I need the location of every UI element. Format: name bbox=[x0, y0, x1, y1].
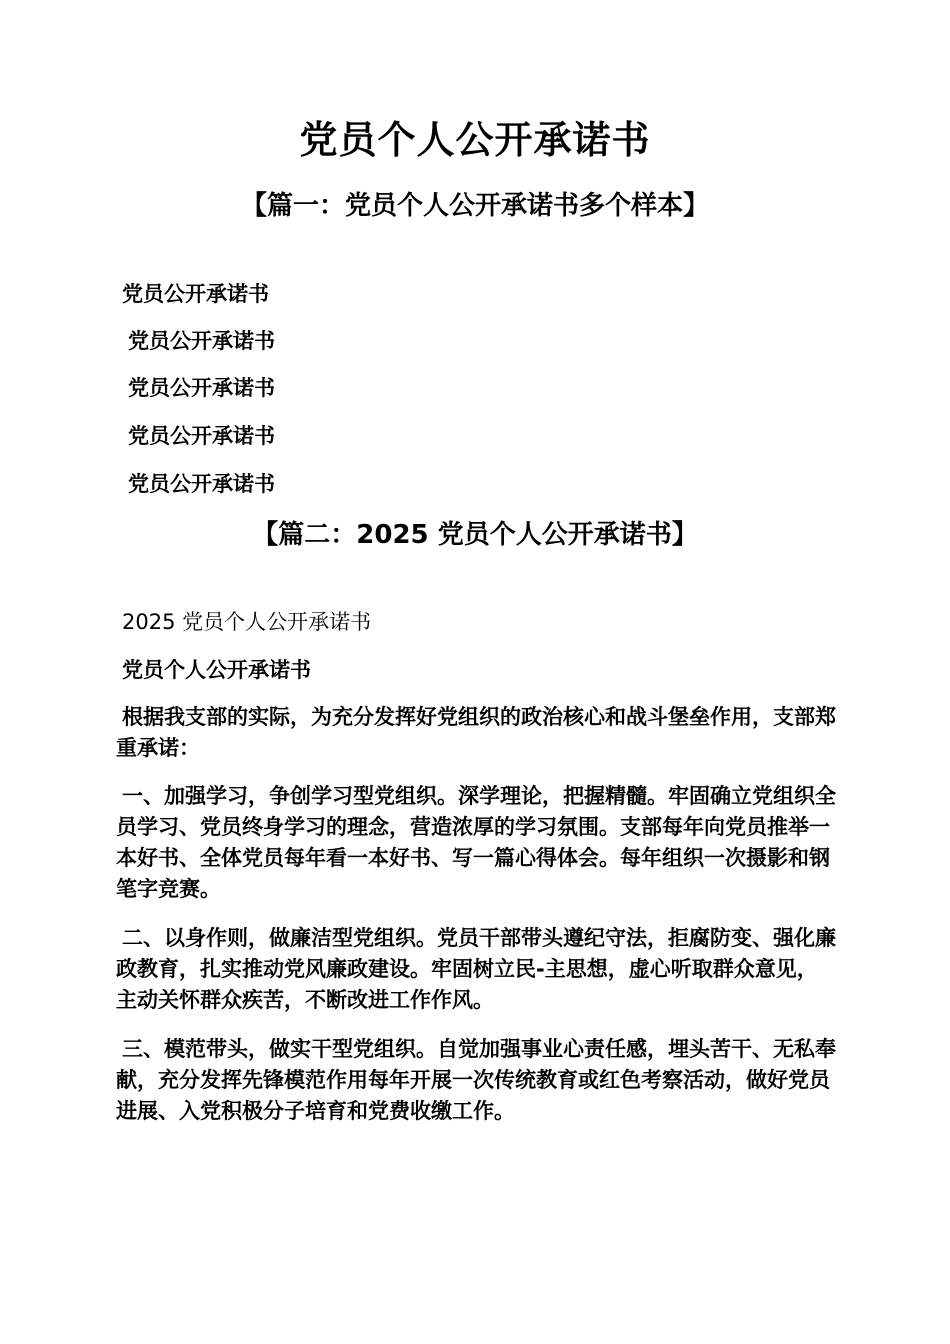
section-1-item-3: 党员公开承诺书 bbox=[128, 376, 275, 400]
section-1-item-2: 党员公开承诺书 bbox=[128, 329, 275, 353]
section-1-item-4: 党员公开承诺书 bbox=[128, 424, 275, 448]
section-1-heading: 【篇一：党员个人公开承诺书多个样本】 bbox=[240, 191, 709, 221]
section-1-item-1: 党员公开承诺书 bbox=[122, 282, 269, 306]
section-2-intro: 根据我支部的实际，为充分发挥好党组织的政治核心和战斗堡垒作用，支部郑重承诺： bbox=[116, 705, 836, 760]
section-2-paragraph-3: 三、模范带头，做实干型党组织。自觉加强事业心责任感，埋头苦干、无私奉献，充分发挥先锋模范作用每年开展一次传统教育或红色考察活动，做好党员进展、入党积极分子培育和党费收缴工作。 bbox=[116, 1037, 836, 1123]
document-title: 党员个人公开承诺书 bbox=[299, 118, 651, 162]
section-2-paragraph-2: 二、以身作则，做廉洁型党组织。党员干部带头遵纪守法，拒腐防变、强化廉政教育，扎实推动党风廉政建设。牢固树立民-主思想，虚心听取群众意见，主动关怀群众疾苦，不断改进工作作风。 bbox=[116, 926, 836, 1012]
section-1-item-5: 党员公开承诺书 bbox=[128, 472, 275, 496]
section-2-paragraph-1: 一、加强学习，争创学习型党组织。深学理论，把握精髓。牢固确立党组织全员学习、党员终身学习的理念，营造浓厚的学习氛围。支部每年向党员推举一本好书、全体党员每年看一本好书、写一篇心得体会。每年组织一次摄影和钢笔字竞赛。 bbox=[116, 784, 836, 901]
section-2-subtitle: 2025 党员个人公开承诺书 bbox=[122, 610, 372, 634]
section-2-subheading: 党员个人公开承诺书 bbox=[122, 658, 311, 682]
section-2-heading: 【篇二：2025 党员个人公开承诺书】 bbox=[252, 520, 698, 550]
